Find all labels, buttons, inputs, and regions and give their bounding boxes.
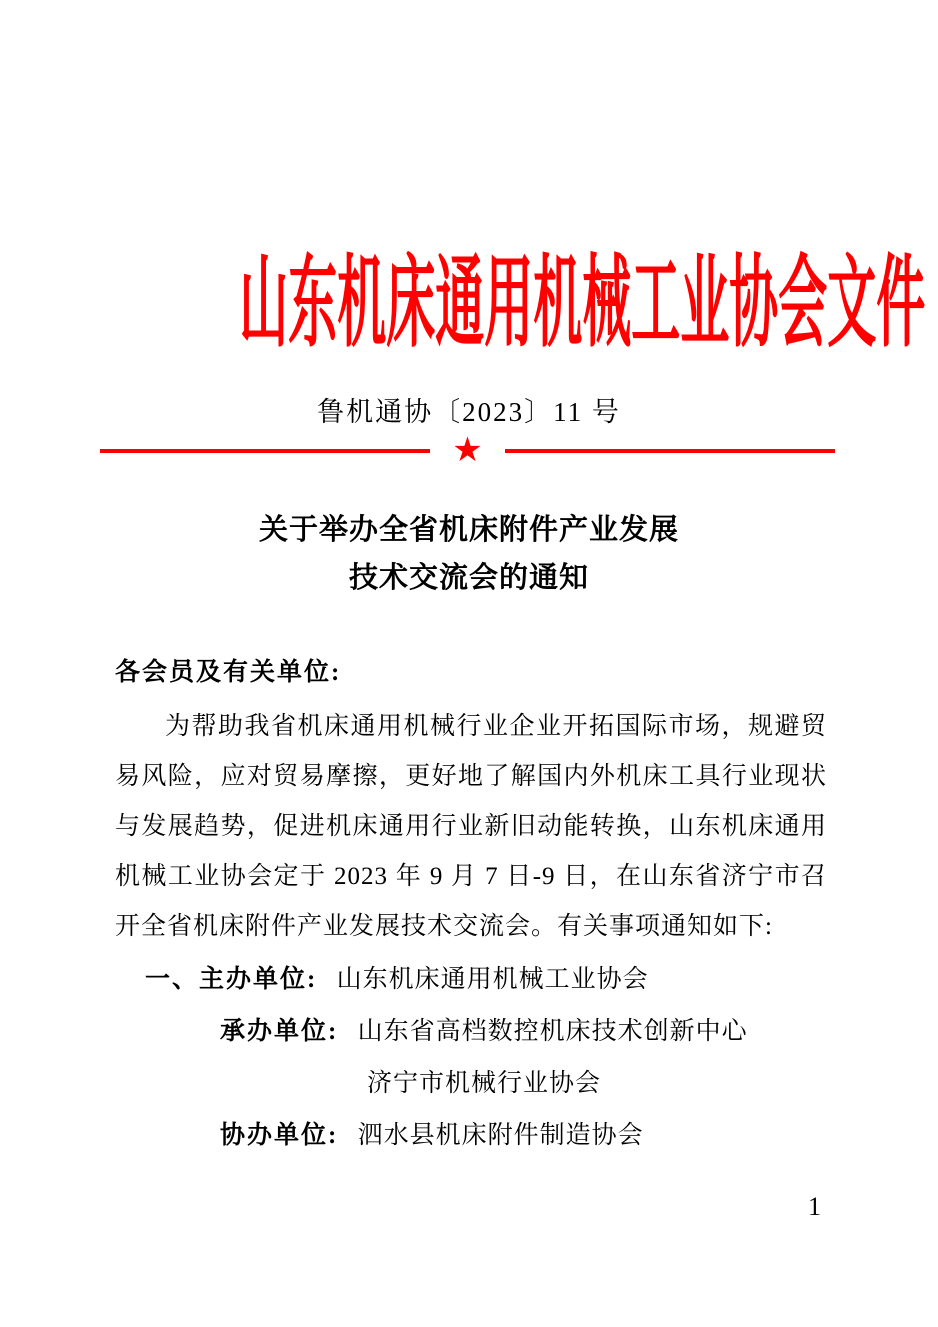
undertaker-unit-value-2: 济宁市机械行业协会 [367,1070,602,1097]
notice-title-line-2: 技术交流会的通知 [348,562,589,594]
undertaker-unit-value: 山东省高档数控机床技术创新中心 [357,1018,748,1045]
red-rule-left-segment [100,449,430,453]
notice-title [0,506,938,602]
organizer-row-coorganizer [115,1110,827,1162]
letterhead-title: 山东机床通用机械工业协会文件 [239,243,926,361]
notice-title-line-1: 关于举办全省机床附件产业发展 [258,514,679,546]
host-unit-label: 一、主办单位: [145,966,318,993]
intro-paragraph: 为帮助我省机床通用机械行业企业开拓国际市场，规避贸易风险，应对贸易摩擦，更好地了解国内外机床工具行业现状与发展趋势，促进机床通用行业新旧动能转换，山东机床通用机械工业协会定于 2023 年 9 月 7 日-9 日，在山东省济宁市召开全省机床附件产业发展技术交流会。有关事项通知如下: [115,713,827,940]
coorganizer-unit-label: 协办单位: [220,1122,339,1149]
host-unit-value: 山东机床通用机械工业协会 [336,966,649,993]
organizer-row-undertaker [115,1006,827,1058]
red-separator-rule [100,434,835,468]
page-number: 1 [808,1192,821,1221]
organizer-row-undertaker-2 [115,1058,827,1110]
red-rule-right-segment [505,449,835,453]
document-body [115,648,827,1162]
coorganizer-unit-value: 泗水县机床附件制造协会 [357,1122,644,1149]
organizer-row-host [115,954,827,1006]
undertaker-unit-label: 承办单位: [220,1018,339,1045]
star-icon: ★ [452,432,483,469]
salutation: 各会员及有关单位: [115,659,342,686]
document-number: 鲁机通协〔2023〕11 号 [317,397,621,427]
